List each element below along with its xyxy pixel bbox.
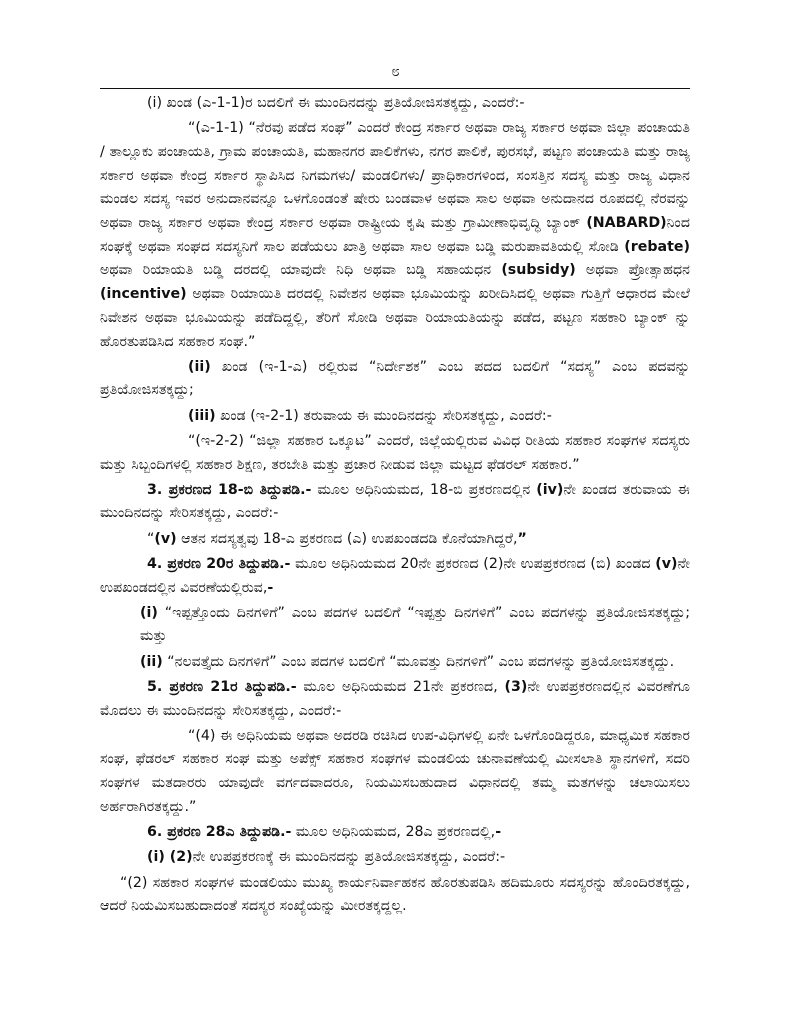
definition-text: ಅಥವಾ ರಿಯಾಯತಿ ಬಡ್ಡಿ ದರದಲ್ಲಿ ಯಾವುದೇ ನಿಧಿ ಅಥವಾ ಬಡ್ಡಿ ಸಹಾಯಧನ: [100, 262, 502, 279]
clause-i: [100, 92, 690, 116]
term-incentive: (incentive): [100, 286, 187, 303]
clause-label: (ii): [140, 653, 163, 670]
section-6: [100, 821, 690, 845]
term-subsidy: (subsidy): [501, 262, 576, 279]
section-4: [100, 553, 690, 600]
definition-e-2-2: [100, 430, 690, 477]
clause-ref: (v): [655, 555, 678, 572]
section-4-item-ii: [100, 651, 690, 675]
section-text: “(4) ಈ ಅಧಿನಿಯಮ ಅಥವಾ ಅದರಡಿ ರಚಿಸಿದ ಉಪ-ವಿಧಿಗಳಲ್ಲಿ ಏನೇ ಒಳಗೊಂಡಿದ್ದರೂ, ಮಾಧ್ಯಮಿಕ ಸಹಕಾರ ಸಂಘ, ಫೆಡರಲ್ ಸಹಕಾರ ಸಂಘ ಮತ್ತು ಅಪೆಕ್ಸ್ ಸಹಕಾರ ಸಂಘಗಳ ಮಂಡಲಿಯ ಚುನಾವಣೆಯಲ್ಲಿ ಮೀಸಲಾತಿ ಸ್ಥಾನಗಳಿಗೆ, ಸದರಿ ಸಂಘಗಳ ಮತದಾರರು ಯಾವುದೇ ವರ್ಗದವಾದರೂ, ನಿಯಮಿಸಬಹುದಾದ ವಿಧಾನದಲ್ಲಿ ತಮ್ಮ ಮತಗಳನ್ನು ಚಲಾಯಿಸಲು ಅರ್ಹರಾಗಿರತಕ್ಕದ್ದು.”: [100, 727, 690, 815]
clause-text: ಖಂಡ (ಇ-1-ಎ) ರಲ್ಲಿರುವ “ನಿರ್ದೇಶಕ” ಎಂಬ ಪದದ ಬದಲಿಗೆ “ಸದಸ್ಯ” ಎಂಬ ಪದವನ್ನು ಪ್ರತಿಯೋಜಿಸತಕ್ಕದ್ದು;: [100, 358, 690, 399]
definition-text: “(ಎ-1-1) “ನೆರವು ಪಡೆದ ಸಂಘ” ಎಂದರೆ ಕೇಂದ್ರ ಸರ್ಕಾರ ಅಥವಾ ರಾಜ್ಯ ಸರ್ಕಾರ ಅಥವಾ ಜಿಲ್ಲಾ ಪಂಚಾಯತಿ / ತಾಲ್ಲೂಕು ಪಂಚಾಯತಿ, ಗ್ರಾಮ ಪಂಚಾಯತಿ, ಮಹಾನಗರ ಪಾಲಿಕೆಗಳು, ನಗರ ಪಾಲಿಕೆ, ಪುರಸಭೆ, ಪಟ್ಟಣ ಪಂಚಾಯತಿ ಮತ್ತು ರಾಜ್ಯ ಸರ್ಕಾರ ಅಥವಾ ಕೇಂದ್ರ ಸರ್ಕಾರ ಸ್ಥಾಪಿಸಿದ ನಿಗಮಗಳು/ ಮಂಡಲಿಗಳು/ ಪ್ರಾಧಿಕಾರಗಳಿಂದ, ಸಂಸತ್ತಿನ ಸದಸ್ಯ ಮತ್ತು ರಾಜ್ಯ ವಿಧಾನ ಮಂಡಲ ಸದಸ್ಯ ಇವರ ಅನುದಾನವನ್ನೂ ಒಳಗೊಂಡಂತೆ ಷೇರು ಬಂಡವಾಳ ಅಥವಾ ಸಾಲ ಅಥವಾ ಅನುದಾನದ ರೂಪದಲ್ಲಿ ನೆರವನ್ನು ಅಥವಾ ರಾಜ್ಯ ಸರ್ಕಾರ ಅಥವಾ ಕೇಂದ್ರ ಸರ್ಕಾರ ಅಥವಾ ರಾಷ್ಟ್ರೀಯ ಕೃಷಿ ಮತ್ತು ಗ್ರಾಮೀಣಾಭಿವೃದ್ಧಿ ಬ್ಯಾಂಕ್: [100, 120, 690, 232]
section-heading: 6. ಪ್ರಕರಣ 28ಎ ತಿದ್ದುಪಡಿ.-: [147, 824, 292, 841]
section-text: “(2) ಸಹಕಾರ ಸಂಘಗಳ ಮಂಡಲಿಯು ಮುಖ್ಯ ಕಾರ್ಯನಿರ್ವಾಹಕನ ಹೊರತುಪಡಿಸಿ ಹದಿಮೂರು ಸದಸ್ಯರನ್ನು ಹೊಂದಿರತಕ್ಕದ್ದು, ಆದರೆ ನಿಯಮಿಸಬಹುದಾದಂತೆ ಸದಸ್ಯರ ಸಂಖ್ಯೆಯನ್ನು ಮೀರತಕ್ಕದ್ದಲ್ಲ.: [100, 874, 690, 915]
clause-ii: [100, 356, 690, 403]
clause-ref: (2): [164, 849, 193, 866]
definition-text: ಅಥವಾ ಪ್ರೋತ್ಸಾಹಧನ: [575, 262, 691, 279]
dash: -: [495, 824, 502, 841]
clause-ref: (3): [504, 678, 528, 695]
section-3: [100, 479, 690, 526]
section-text: ನೇ ಖಂಡದ ತರುವಾಯ ಈ ಮುಂದಿನದನ್ನು ಸೇರಿಸತಕ್ಕದ್ದು, ಎಂದರೆ:-: [100, 481, 690, 522]
section-6-item-i: [100, 846, 690, 870]
definition-text: “(ಇ-2-2) “ಜಿಲ್ಲಾ ಸಹಕಾರ ಒಕ್ಕೂಟ” ಎಂದರೆ, ಜಿಲ್ಲೆಯಲ್ಲಿರುವ ವಿವಿಧ ರೀತಿಯ ಸಹಕಾರ ಸಂಘಗಳ ಸದಸ್ಯರು ಮತ್ತು ಸಿಬ್ಬಂದಿಗಳಲ್ಲಿ ಸಹಕಾರ ಶಿಕ್ಷಣ, ತರಬೇತಿ ಮತ್ತು ಪ್ರಚಾರ ನೀಡುವ ಜಿಲ್ಲಾ ಮಟ್ಟದ ಫೆಡರಲ್ ಸಹಕಾರ.”: [100, 432, 690, 473]
definition-a-1-1: [100, 117, 690, 354]
section-heading: 5. ಪ್ರಕರಣ 21ರ ತಿದ್ದುಪಡಿ.-: [147, 678, 297, 695]
clause-label: (i): [147, 849, 165, 866]
clause-text: “ನಲವತ್ತೈದು ದಿನಗಳಿಗೆ” ಎಂಬ ಪದಗಳ ಬದಲಿಗೆ “ಮೂವತ್ತು ದಿನಗಳಿಗೆ” ಎಂಬ ಪದಗಳನ್ನು ಪ್ರತಿಯೋಜಿಸತಕ್ಕದ್ದು.: [162, 653, 675, 670]
clause-ref: (v): [154, 530, 177, 547]
term-rebate: (rebate): [624, 238, 690, 255]
clause-label: (i): [140, 604, 158, 621]
section-text: ಮೂಲ ಅಧಿನಿಯಮದ 20ನೇ ಪ್ರಕರಣದ (2)ನೇ ಉಪಪ್ರಕರಣದ (ಬಿ) ಖಂಡದ: [290, 555, 656, 572]
section-6-insert: [100, 872, 690, 919]
section-text: ಆತನ ಸದಸ್ಯತ್ವವು 18-ಎ ಪ್ರಕರಣದ (ಎ) ಉಪಖಂಡದಡಿ ಕೊನೆಯಾಗಿದ್ದರೆ,: [176, 530, 518, 547]
clause-label: (iii): [188, 407, 216, 424]
section-text: ಮೂಲ ಅಧಿನಿಯಮದ, 18-ಬಿ ಪ್ರಕರಣದಲ್ಲಿನ: [311, 481, 537, 498]
section-4-item-i: [100, 602, 690, 649]
section-text: ನೇ ಉಪಖಂಡದಲ್ಲಿನ ವಿವರಣೆಯಲ್ಲಿರುವ,: [100, 555, 690, 596]
clause-text: ಖಂಡ (ಇ-2-1) ತರುವಾಯ ಈ ಮುಂದಿನದನ್ನು ಸೇರಿಸತಕ್ಕದ್ದು, ಎಂದರೆ:-: [215, 407, 552, 424]
clause-label: (ii): [188, 358, 211, 375]
clause-text: (i) ಖಂಡ (ಎ-1-1)ರ ಬದಲಿಗೆ ಈ ಮುಂದಿನದನ್ನು ಪ್ರತಿಯೋಜಿಸತಕ್ಕದ್ದು, ಎಂದರೆ:-: [147, 95, 525, 111]
term-nabard: (NABARD): [586, 215, 667, 232]
section-3-insert: [100, 528, 690, 552]
clause-text: “ಇಪ್ಪತ್ತೊಂದು ದಿನಗಳಿಗೆ” ಎಂಬ ಪದಗಳ ಬದಲಿಗೆ “ಇಪ್ಪತ್ತು ದಿನಗಳಿಗೆ” ಎಂಬ ಪದಗಳನ್ನು ಪ್ರತಿಯೋಜಿಸತಕ್ಕದ್ದು; ಮತ್ತು: [140, 604, 690, 645]
quote-mark: “: [147, 530, 155, 547]
clause-iii: [100, 405, 690, 429]
section-heading: 4. ಪ್ರಕರಣ 20ರ ತಿದ್ದುಪಡಿ.-: [147, 555, 291, 572]
section-5: [100, 676, 690, 723]
section-text: ನೇ ಉಪಪ್ರಕರಣದಲ್ಲಿನ ವಿವರಣೆಗೂ ಮೊದಲು ಈ ಮುಂದಿನದನ್ನು ಸೇರಿಸತಕ್ಕದ್ದು, ಎಂದರೆ:-: [100, 678, 690, 719]
section-heading: 3. ಪ್ರಕರಣದ 18-ಬಿ ತಿದ್ದುಪಡಿ.-: [147, 481, 312, 498]
definition-text: ಅಥವಾ ರಿಯಾಯಿತಿ ದರದಲ್ಲಿ ನಿವೇಶನ ಅಥವಾ ಭೂಮಿಯನ್ನು ಖರೀದಿಸಿದಲ್ಲಿ ಅಥವಾ ಗುತ್ತಿಗೆ ಆಧಾರದ ಮೇಲೆ ನಿವೇಶನ ಅಥವಾ ಭೂಮಿಯನ್ನು ಪಡೆದಿದ್ದಲ್ಲಿ, ತೆರಿಗೆ ಸೋಡಿ ಅಥವಾ ರಿಯಾಯತಿಯನ್ನು ಪಡೆದ, ಪಟ್ಟಣ ಸಹಕಾರಿ ಬ್ಯಾಂಕ್ ನ್ನು ಹೊರತುಪಡಿಸಿದ ಸಹಕಾರ ಸಂಘ.”: [100, 286, 690, 350]
quote-mark: ”: [517, 530, 527, 547]
clause-text: ನೇ ಉಪಪ್ರಕರಣಕ್ಕೆ ಈ ಮುಂದಿನದನ್ನು ಪ್ರತಿಯೋಜಿಸತಕ್ಕದ್ದು, ಎಂದರೆ:-: [192, 849, 506, 866]
clause-ref: (iv): [536, 481, 564, 498]
definition-text: ನಿಂದ ಸಂಘಕ್ಕೆ ಅಥವಾ ಸಂಘದ ಸದಸ್ಯನಿಗೆ ಸಾಲ ಪಡೆಯಲು ಖಾತ್ರಿ ಅಥವಾ ಸಾಲ ಅಥವಾ ಬಡ್ಡಿ ಮರುಪಾವತಿಯಲ್ಲಿ ಸೋಡಿ: [100, 215, 690, 255]
document-body: [100, 92, 690, 920]
section-text: ಮೂಲ ಅಧಿನಿಯಮದ, 28ಎ ಪ್ರಕರಣದಲ್ಲಿ,: [291, 824, 496, 841]
page-number: ೮: [391, 62, 400, 80]
dash: -: [267, 579, 274, 596]
section-text: ಮೂಲ ಅಧಿನಿಯಮದ 21ನೇ ಪ್ರಕರಣದ,: [296, 678, 505, 695]
section-5-insert: [100, 725, 690, 820]
header-rule: [100, 88, 690, 89]
